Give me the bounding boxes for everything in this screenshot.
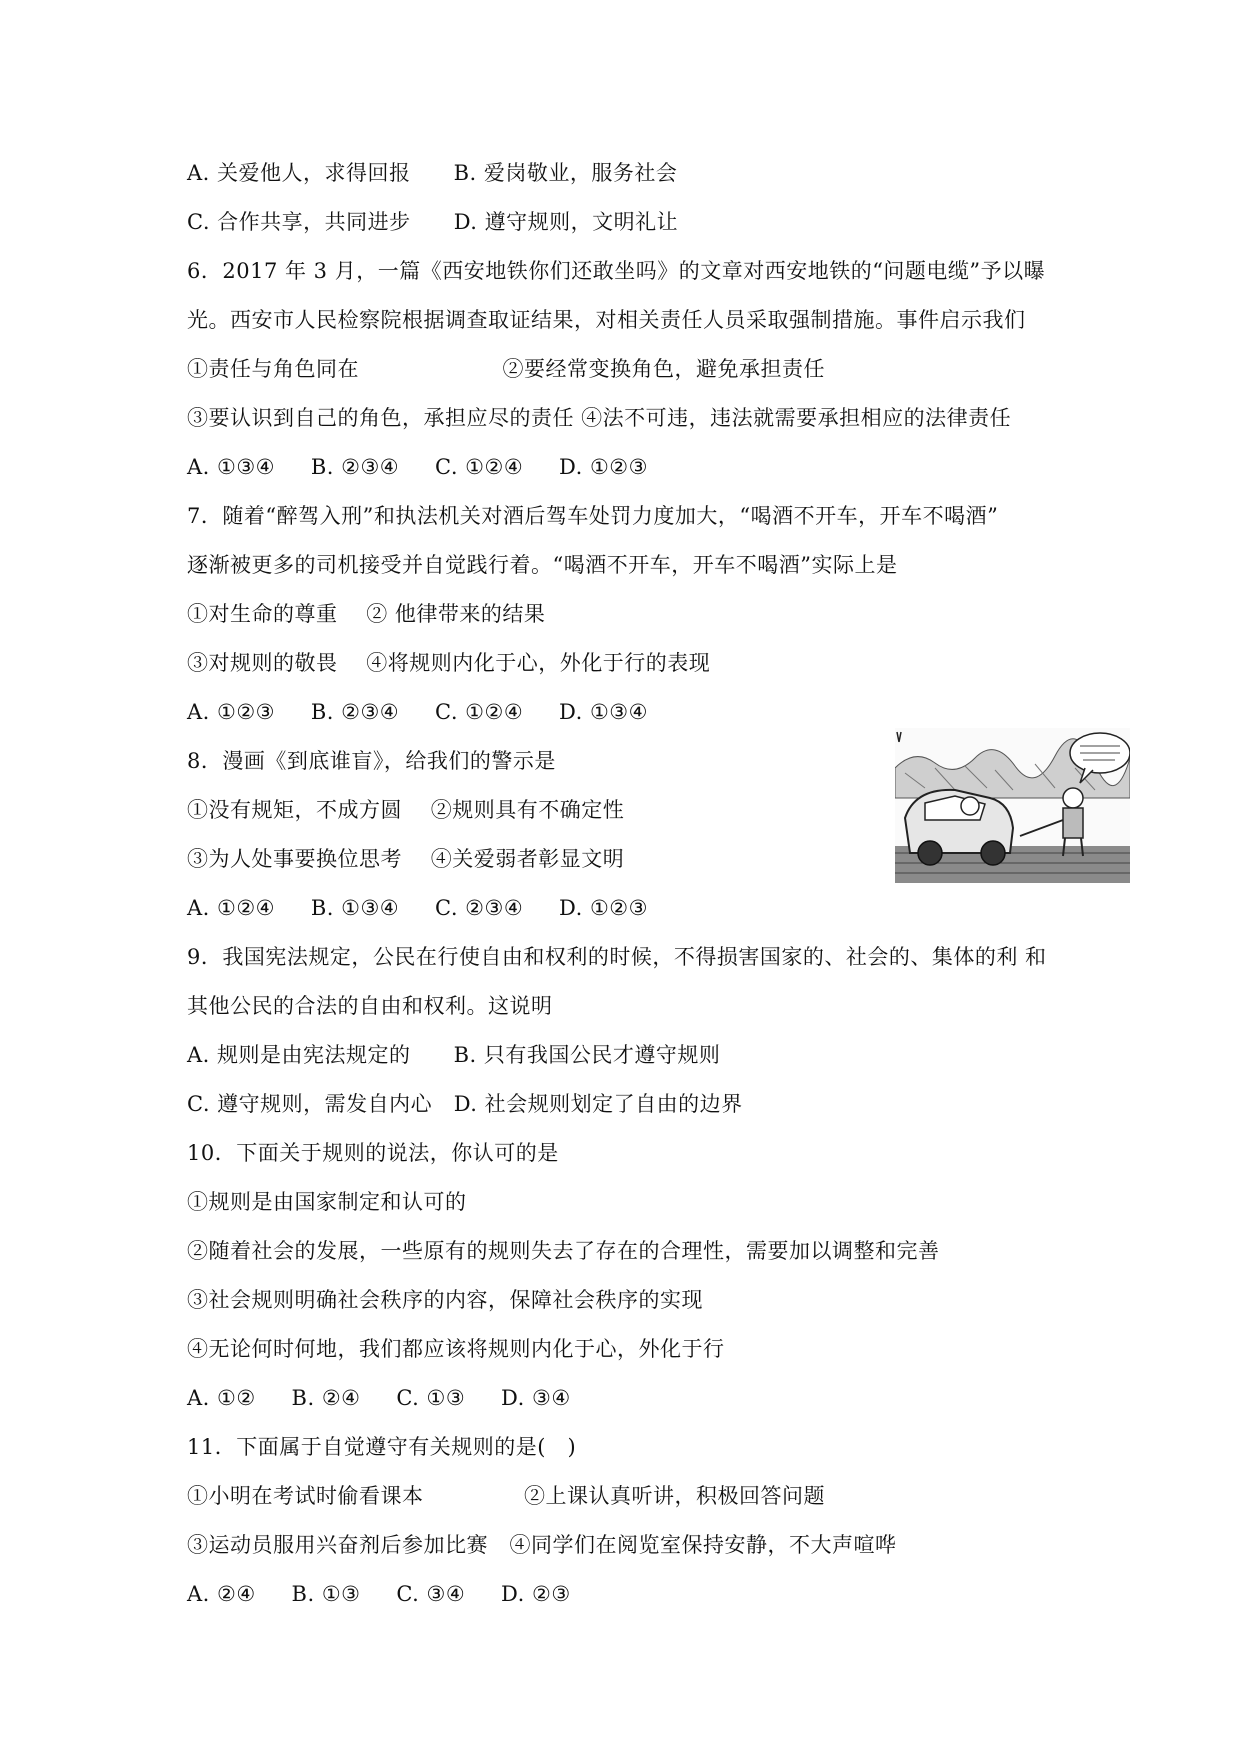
question-10-item-1: ①规则是由国家制定和认可的 bbox=[187, 1190, 467, 1214]
question-7-stem: 7．随着“醉驾入刑”和执法机关对酒后驾车处罚力度加大，“喝酒不开车，开车不喝酒” bbox=[187, 504, 999, 528]
question-9-stem-cont: 其他公民的合法的自由和权利。这说明 bbox=[187, 994, 553, 1018]
question-7-items-12: ①对生命的尊重 ② 他律带来的结果 bbox=[187, 602, 546, 626]
question-6-stem-cont: 光。西安市人民检察院根据调查取证结果，对相关责任人员采取强制措施。事件启示我们 bbox=[187, 308, 1026, 332]
question-6-items-34: ③要认识到自己的角色，承担应尽的责任 ④法不可违，违法就需要承担相应的法律责任 bbox=[187, 406, 1012, 430]
question-7-options: A. ①②③ B. ②③④ C. ①②④ D. ①③④ bbox=[187, 700, 648, 724]
question-10-stem: 10．下面关于规则的说法，你认可的是 bbox=[187, 1141, 559, 1165]
question-10-options: A. ①② B. ②④ C. ①③ D. ③④ bbox=[187, 1386, 571, 1410]
question-11-items-12: ①小明在考试时偷看课本 ②上课认真听讲，积极回答问题 bbox=[187, 1484, 825, 1508]
question-9-stem: 9．我国宪法规定，公民在行使自由和权利的时候，不得损害国家的、社会的、集体的利 和 bbox=[187, 945, 1047, 969]
question-8-options: A. ①②④ B. ①③④ C. ②③④ D. ①②③ bbox=[187, 896, 648, 920]
question-8-items-34: ③为人处事要换位思考 ④关爱弱者彰显文明 bbox=[187, 847, 625, 871]
question-9-options-cd: C. 遵守规则，需发自内心 D. 社会规则划定了自由的边界 bbox=[187, 1092, 743, 1116]
question-11-stem: 11．下面属于自觉遵守有关规则的是( ) bbox=[187, 1435, 577, 1459]
question-7-items-34: ③对规则的敬畏 ④将规则内化于心，外化于行的表现 bbox=[187, 651, 711, 675]
question-11-options: A. ②④ B. ①③ C. ③④ D. ②③ bbox=[187, 1582, 571, 1606]
question-6-stem: 6．2017 年 3 月，一篇《西安地铁你们还敢坐吗》的文章对西安地铁的“问题电缆”予以曝 bbox=[187, 259, 1046, 283]
question-11-items-34: ③运动员服用兴奋剂后参加比赛 ④同学们在阅览室保持安静，不大声喧哗 bbox=[187, 1533, 897, 1557]
question-10-item-3: ③社会规则明确社会秩序的内容，保障社会秩序的实现 bbox=[187, 1288, 703, 1312]
option-line-5cd: C. 合作共享，共同进步 D. 遵守规则，文明礼让 bbox=[187, 210, 679, 234]
option-line-5ab: A. 关爱他人，求得回报 B. 爱岗敬业，服务社会 bbox=[187, 161, 678, 185]
question-8-stem: 8．漫画《到底谁盲》，给我们的警示是 bbox=[187, 749, 556, 773]
question-7-stem-cont: 逐渐被更多的司机接受并自觉践行着。“喝酒不开车，开车不喝酒”实际上是 bbox=[187, 553, 898, 577]
question-8-items-12: ①没有规矩，不成方圆 ②规则具有不确定性 bbox=[187, 798, 625, 822]
question-6-items-12: ①责任与角色同在 ②要经常变换角色，避免承担责任 bbox=[187, 357, 826, 381]
question-10-item-4: ④无论何时何地，我们都应该将规则内化于心，外化于行 bbox=[187, 1337, 725, 1361]
cartoon-illustration bbox=[895, 728, 1130, 883]
question-6-options: A. ①③④ B. ②③④ C. ①②④ D. ①②③ bbox=[187, 455, 648, 479]
question-9-options-ab: A. 规则是由宪法规定的 B. 只有我国公民才遵守规则 bbox=[187, 1043, 721, 1067]
question-10-item-2: ②随着社会的发展，一些原有的规则失去了存在的合理性，需要加以调整和完善 bbox=[187, 1239, 940, 1263]
